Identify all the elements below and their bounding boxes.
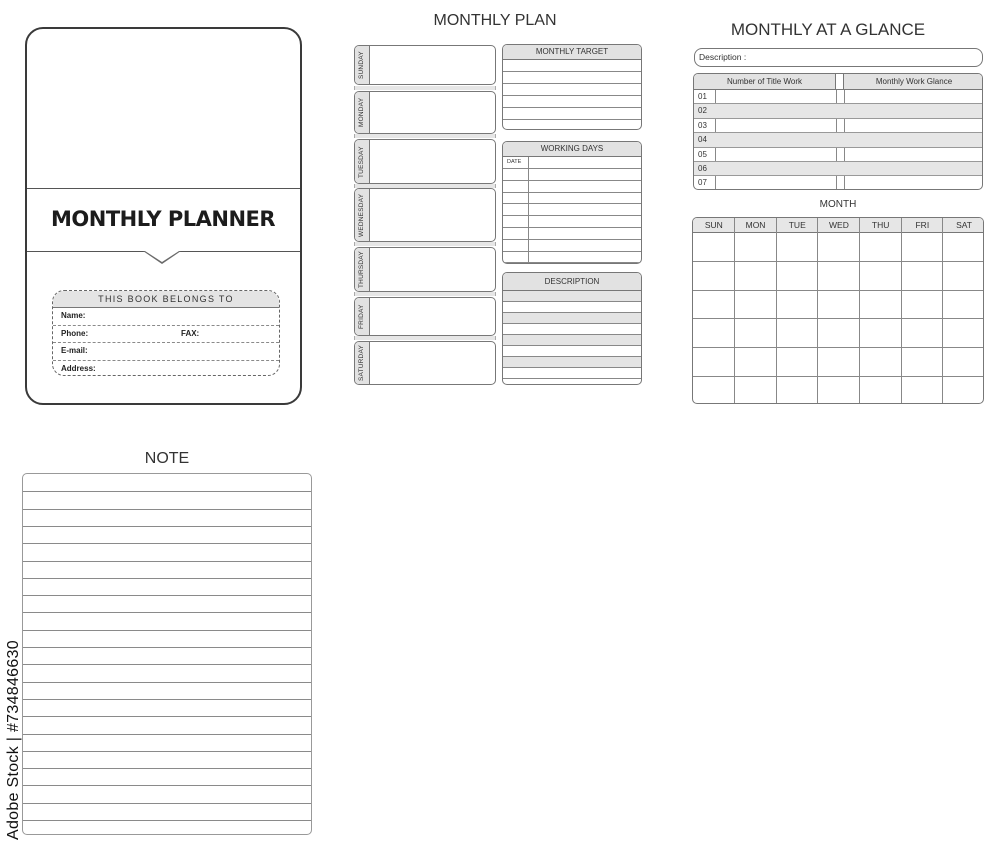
working-day-row[interactable] [503, 181, 641, 193]
glance-row[interactable]: 03 [694, 119, 982, 133]
glance-row[interactable]: 04 [694, 133, 982, 147]
working-day-row[interactable] [503, 193, 641, 205]
target-line[interactable] [503, 96, 641, 108]
description-line[interactable] [503, 302, 641, 313]
target-line[interactable] [503, 108, 641, 120]
day-box-wednesday[interactable] [354, 188, 496, 242]
note-line [23, 699, 311, 700]
note-line [23, 751, 311, 752]
address-field[interactable] [53, 361, 279, 377]
note-line [23, 543, 311, 544]
note-line [23, 561, 311, 562]
belongs-heading: THIS BOOK BELONGS TO [53, 291, 279, 308]
note-line [23, 734, 311, 735]
target-line[interactable] [503, 72, 641, 84]
day-label: SATURDAY [358, 344, 365, 381]
working-day-row[interactable] [503, 216, 641, 228]
fax-label: FAX: [181, 328, 200, 338]
working-days-title: WORKING DAYS [503, 142, 641, 157]
weekday-header: TUE [788, 220, 806, 230]
email-field[interactable] [53, 343, 279, 361]
note-title: NOTE [144, 450, 190, 467]
note-line [23, 682, 311, 683]
description-line[interactable] [503, 335, 641, 346]
day-box-sunday[interactable] [354, 45, 496, 85]
note-line [23, 785, 311, 786]
monthly-at-a-glance-title: MONTHLY AT A GLANCE [730, 20, 926, 39]
day-box-friday[interactable] [354, 297, 496, 336]
glance-table [693, 73, 983, 190]
note-line [23, 820, 311, 821]
weekday-header: FRI [915, 220, 930, 230]
description-line[interactable] [503, 357, 641, 368]
description-panel [502, 272, 642, 385]
note-line [23, 509, 311, 510]
day-label: WEDNESDAY [358, 193, 365, 237]
note-line [23, 768, 311, 769]
col-title-work: Number of Title Work [694, 74, 836, 90]
description-field[interactable]: Description : [694, 48, 983, 67]
name-label: Name: [61, 311, 86, 320]
weekday-header: THU [871, 220, 890, 230]
note-line [23, 612, 311, 613]
working-day-row[interactable] [503, 169, 641, 181]
monthly-plan-title: MONTHLY PLAN [433, 12, 557, 29]
weekday-header: WED [829, 220, 849, 230]
note-line [23, 595, 311, 596]
working-days-panel [502, 141, 642, 264]
belongs-to-box [52, 290, 280, 376]
glance-row[interactable]: 01 [694, 90, 982, 104]
email-label: E-mail: [61, 346, 88, 355]
month-title: MONTH [819, 199, 857, 210]
note-line [23, 803, 311, 804]
weekday-header: SUN [704, 220, 723, 230]
note-page[interactable] [22, 473, 312, 835]
weekday-header: SAT [956, 220, 972, 230]
description-line[interactable] [503, 291, 641, 302]
description-line[interactable] [503, 324, 641, 335]
description-line[interactable] [503, 346, 641, 357]
day-label: MONDAY [358, 97, 365, 127]
day-label: THURSDAY [358, 251, 365, 288]
stock-id-watermark: Adobe Stock | #734846630 [5, 640, 22, 840]
target-line[interactable] [503, 60, 641, 72]
description-title: DESCRIPTION [503, 273, 641, 291]
day-box-tuesday[interactable] [354, 139, 496, 184]
note-line [23, 664, 311, 665]
glance-row[interactable]: 02 [694, 104, 982, 118]
working-day-row[interactable] [503, 240, 641, 252]
address-label: Address: [61, 363, 96, 373]
cover-page [25, 27, 302, 405]
note-line [23, 526, 311, 527]
month-calendar [692, 217, 984, 404]
working-day-row[interactable] [503, 204, 641, 216]
monthly-target-panel [502, 44, 642, 130]
day-box-monday[interactable] [354, 91, 496, 134]
working-day-row[interactable] [503, 252, 641, 264]
day-label: TUESDAY [358, 145, 365, 178]
weekday-header: MON [745, 220, 766, 230]
note-line [23, 716, 311, 717]
glance-row[interactable]: 05 [694, 148, 982, 162]
cover-title: MONTHLY PLANNER [51, 207, 276, 231]
cover-title-band [27, 188, 300, 252]
note-line [23, 578, 311, 579]
day-box-thursday[interactable] [354, 247, 496, 292]
date-label: DATE [503, 157, 641, 169]
note-line [23, 647, 311, 648]
glance-row[interactable]: 07 [698, 178, 707, 188]
description-line[interactable] [503, 313, 641, 324]
glance-row[interactable]: 06 [694, 162, 982, 176]
working-day-row[interactable] [503, 228, 641, 240]
monthly-target-title: MONTHLY TARGET [503, 45, 641, 60]
phone-label: Phone: [61, 328, 89, 338]
target-line[interactable] [503, 84, 641, 96]
phone-field[interactable] [53, 326, 279, 344]
day-box-saturday[interactable] [354, 341, 496, 385]
note-line [23, 630, 311, 631]
day-label: FRIDAY [358, 304, 365, 329]
name-field[interactable] [53, 308, 279, 326]
day-label: SUNDAY [358, 51, 365, 79]
note-line [23, 491, 311, 492]
description-line[interactable] [503, 368, 641, 379]
col-work-glance: Monthly Work Glance [844, 74, 983, 90]
